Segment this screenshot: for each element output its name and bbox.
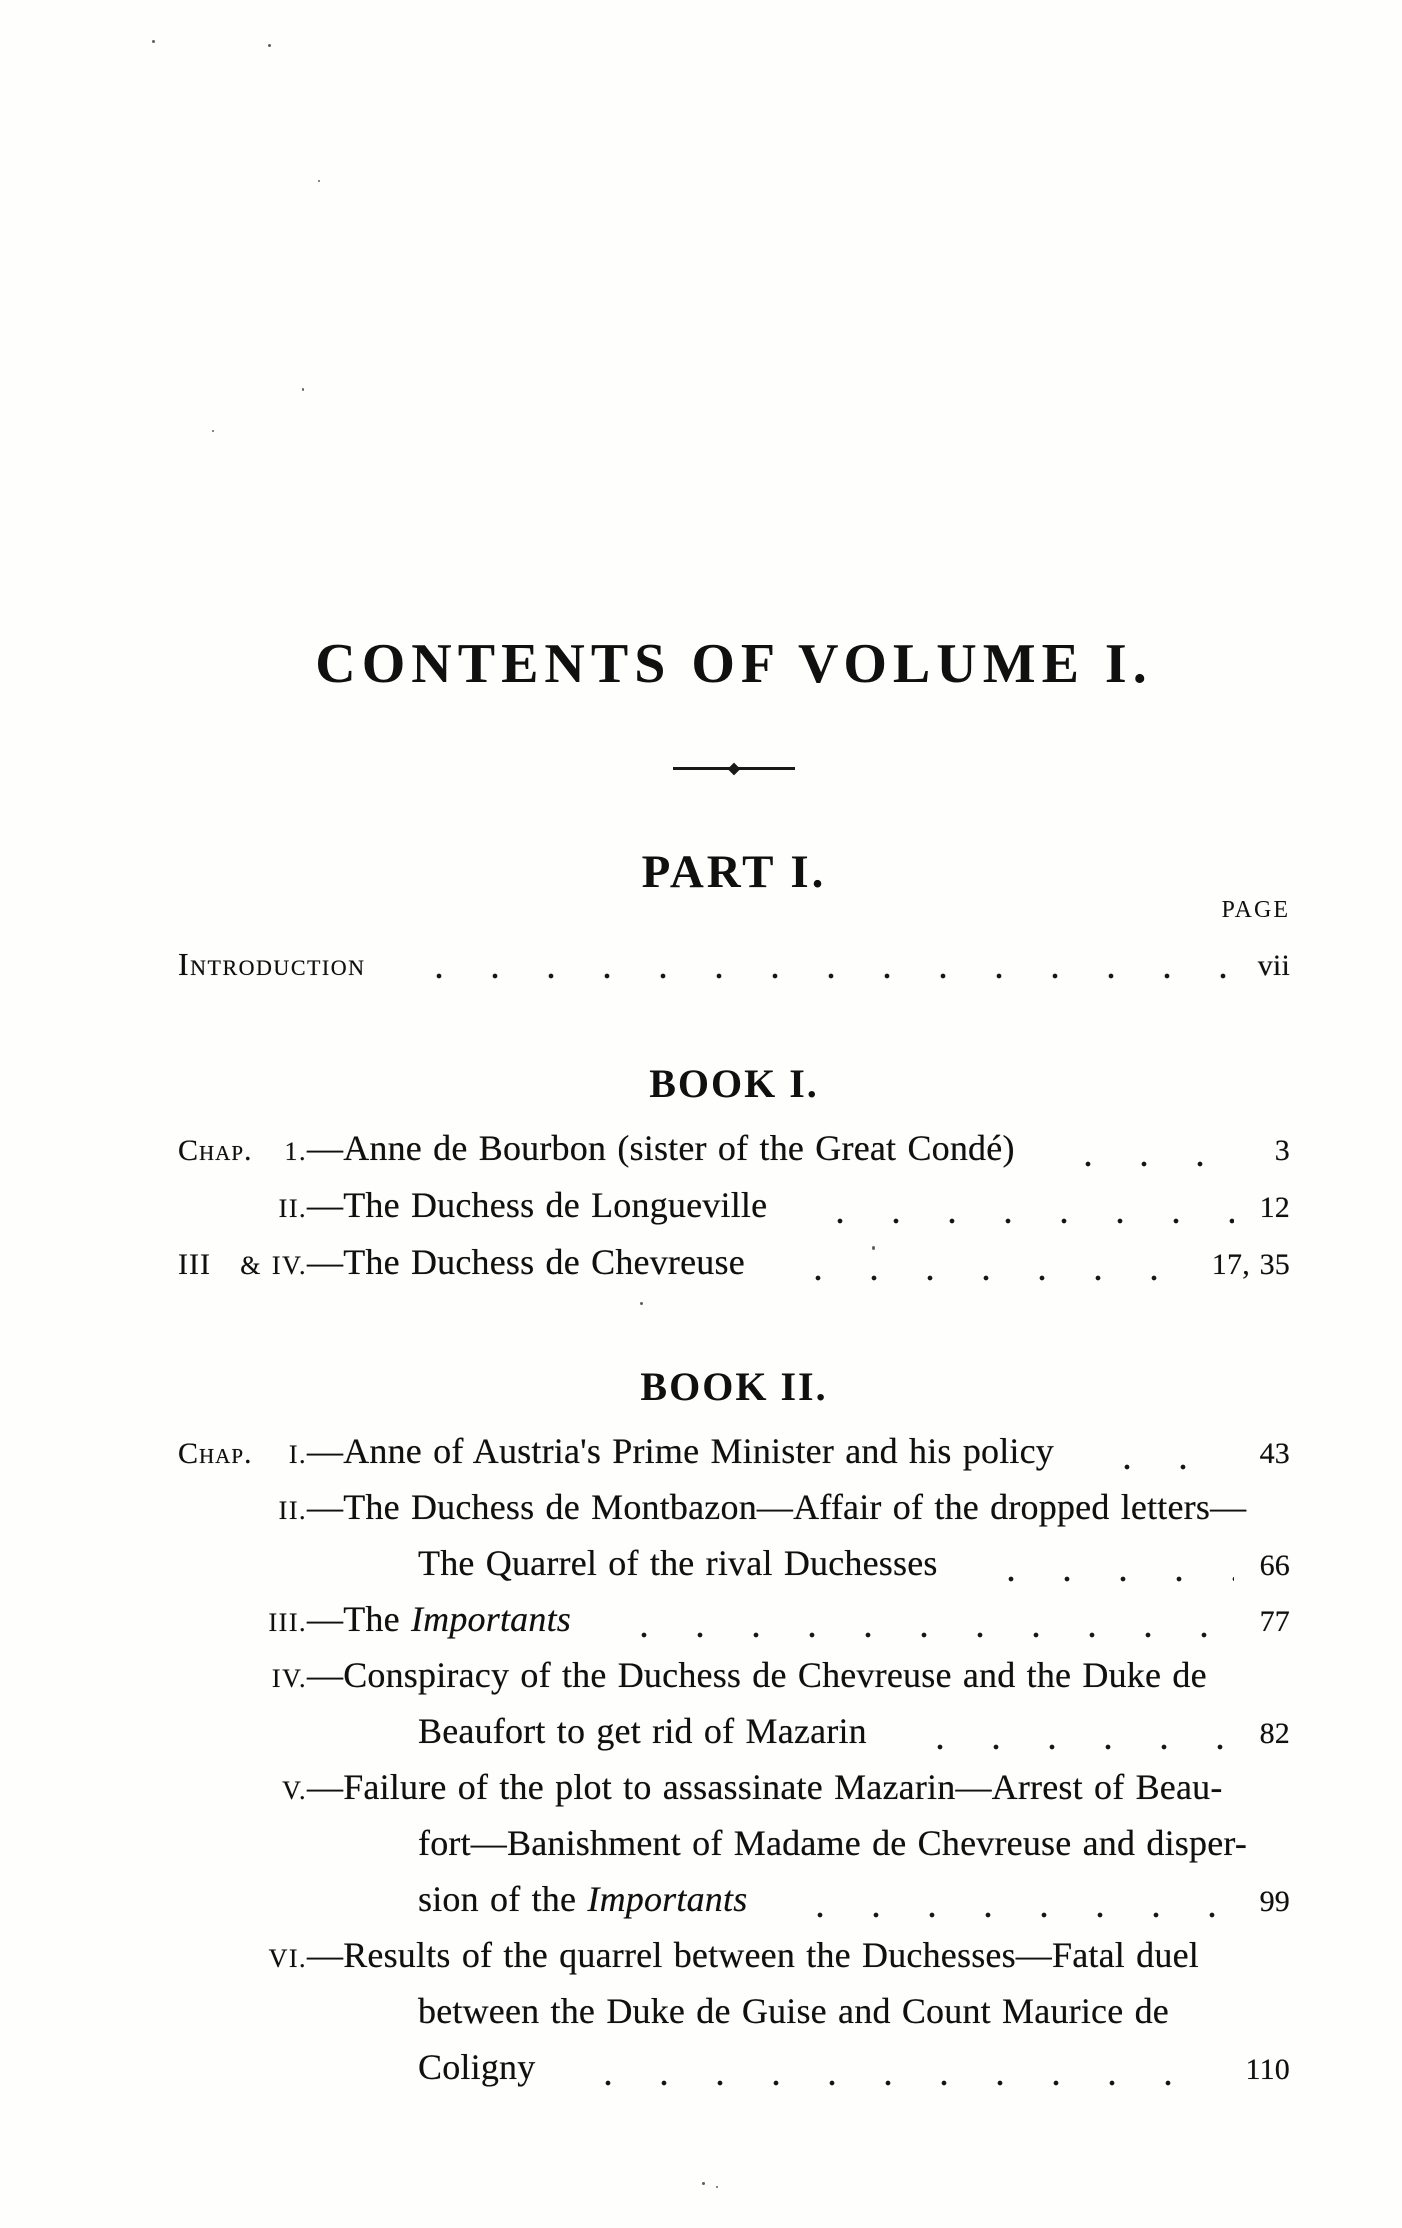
page-title: CONTENTS OF VOLUME I. [315, 633, 1153, 695]
book-1-heading: BOOK I. [649, 1061, 819, 1106]
chapter-numeral: 1. [284, 1137, 307, 1166]
page-number: 99 [1259, 1885, 1290, 1918]
scan-speck [152, 40, 155, 43]
chapter-label [178, 1496, 307, 1526]
scan-speck [212, 430, 214, 432]
dot-leader [1060, 1160, 1249, 1168]
toc-line [178, 1766, 1290, 1822]
page-number: vii [1257, 949, 1290, 982]
entry-text: —Anne de Bourbon (sister of the Great Condé) [307, 1128, 1015, 1168]
scan-speck [702, 2182, 705, 2185]
toc-line [178, 1241, 1290, 1298]
page-number: 12 [1259, 1191, 1290, 1224]
page-number: 43 [1259, 1437, 1290, 1470]
chapter-label [178, 1194, 307, 1224]
chapter-word: Chap. [178, 1437, 253, 1470]
chapter-numeral: II. [278, 1194, 307, 1223]
entry-text: —The Duchess de Montbazon—Affair of the dropped letters— [307, 1487, 1247, 1527]
book-2-heading: BOOK II. [640, 1364, 828, 1409]
chapter-numeral: IV. [271, 1664, 307, 1693]
chapter-numeral: III. [268, 1608, 307, 1637]
chapter-word: Chap. [178, 1134, 253, 1167]
page-number: 82 [1259, 1717, 1290, 1750]
dot-leader [1099, 1463, 1234, 1471]
toc-line [178, 1598, 1290, 1654]
toc-line [178, 1430, 1290, 1486]
page-number: 17, 35 [1211, 1248, 1290, 1281]
part-heading: PART I. [641, 846, 827, 898]
book-2-entries [178, 1430, 1290, 2102]
introduction-label: Introduction [178, 946, 366, 982]
entry-text: —Failure of the plot to assassinate Mazarin—Arrest of Beau- [307, 1767, 1223, 1807]
chapter-numeral: I. [288, 1440, 307, 1469]
divider-ornament [178, 763, 1290, 770]
page-number: 110 [1245, 2053, 1290, 2086]
toc-line [178, 1654, 1290, 1710]
entry-text: —The Duchess de Longueville [307, 1185, 768, 1225]
scan-speck [318, 180, 320, 182]
introduction-row [178, 946, 1290, 996]
dot-leader [983, 1575, 1234, 1583]
toc-line [178, 1184, 1290, 1241]
chapter-numeral: II. [278, 1496, 307, 1525]
page-number: 3 [1274, 1134, 1290, 1167]
entry-text: Beaufort to get rid of Mazarin [418, 1711, 867, 1751]
scan-speck [716, 2186, 718, 2188]
chapter-numeral: V. [282, 1776, 307, 1805]
entry-text: —Conspiracy of the Duchess de Chevreuse and the Duke de [307, 1655, 1207, 1695]
toc-continuation-line [178, 1878, 1290, 1934]
chapter-numeral: & IV. [240, 1251, 307, 1280]
italic-term: Importants [410, 1599, 571, 1639]
toc-continuation-line [178, 1542, 1290, 1598]
entry-text: —The Importants [307, 1599, 571, 1639]
page-number: 77 [1259, 1605, 1290, 1638]
dot-leader [411, 972, 1232, 980]
entry-text: The Quarrel of the rival Duchesses [418, 1543, 938, 1583]
scan-speck [302, 388, 304, 391]
chapter-label [178, 1248, 307, 1282]
scan-speck [640, 1302, 643, 1305]
dot-leader [812, 1217, 1233, 1225]
chapter-label [178, 1608, 307, 1638]
chapter-word: III [178, 1248, 211, 1281]
chapter-label [178, 1944, 307, 1974]
entry-text: between the Duke de Guise and Count Maurice de [418, 1991, 1169, 2031]
entry-text: —Anne of Austria's Prime Minister and his policy [307, 1431, 1055, 1471]
page-column-label: PAGE [1221, 897, 1290, 923]
entry-text: —Results of the quarrel between the Duchesses—Fatal duel [307, 1935, 1199, 1975]
toc-line [178, 1127, 1290, 1184]
toc-continuation-line [178, 1990, 1290, 2046]
page-number: 66 [1259, 1549, 1290, 1582]
chapter-label [178, 1664, 307, 1694]
chapter-label [178, 1134, 307, 1168]
toc-continuation-line [178, 2046, 1290, 2102]
chapter-numeral: VI. [268, 1944, 307, 1973]
toc-continuation-line [178, 1822, 1290, 1878]
chapter-label [178, 1776, 307, 1806]
rule-with-diamond-icon [673, 767, 795, 770]
toc-line [178, 1934, 1290, 1990]
toc-continuation-line [178, 1710, 1290, 1766]
dot-leader [580, 2079, 1219, 2087]
italic-term: Importants [587, 1879, 748, 1919]
entry-text: Coligny [418, 2047, 536, 2087]
entry-text: —The Duchess de Chevreuse [307, 1242, 745, 1282]
dot-leader [616, 1631, 1234, 1639]
dot-leader [792, 1911, 1233, 1919]
dot-leader [912, 1743, 1234, 1751]
book-1-entries [178, 1127, 1290, 1298]
dot-leader [790, 1274, 1186, 1282]
toc-line [178, 1486, 1290, 1542]
entry-text: sion of the Importants [418, 1879, 748, 1919]
entry-text: fort—Banishment of Madame de Chevreuse and disper- [418, 1823, 1248, 1863]
scan-speck [268, 44, 271, 47]
chapter-label [178, 1437, 307, 1471]
